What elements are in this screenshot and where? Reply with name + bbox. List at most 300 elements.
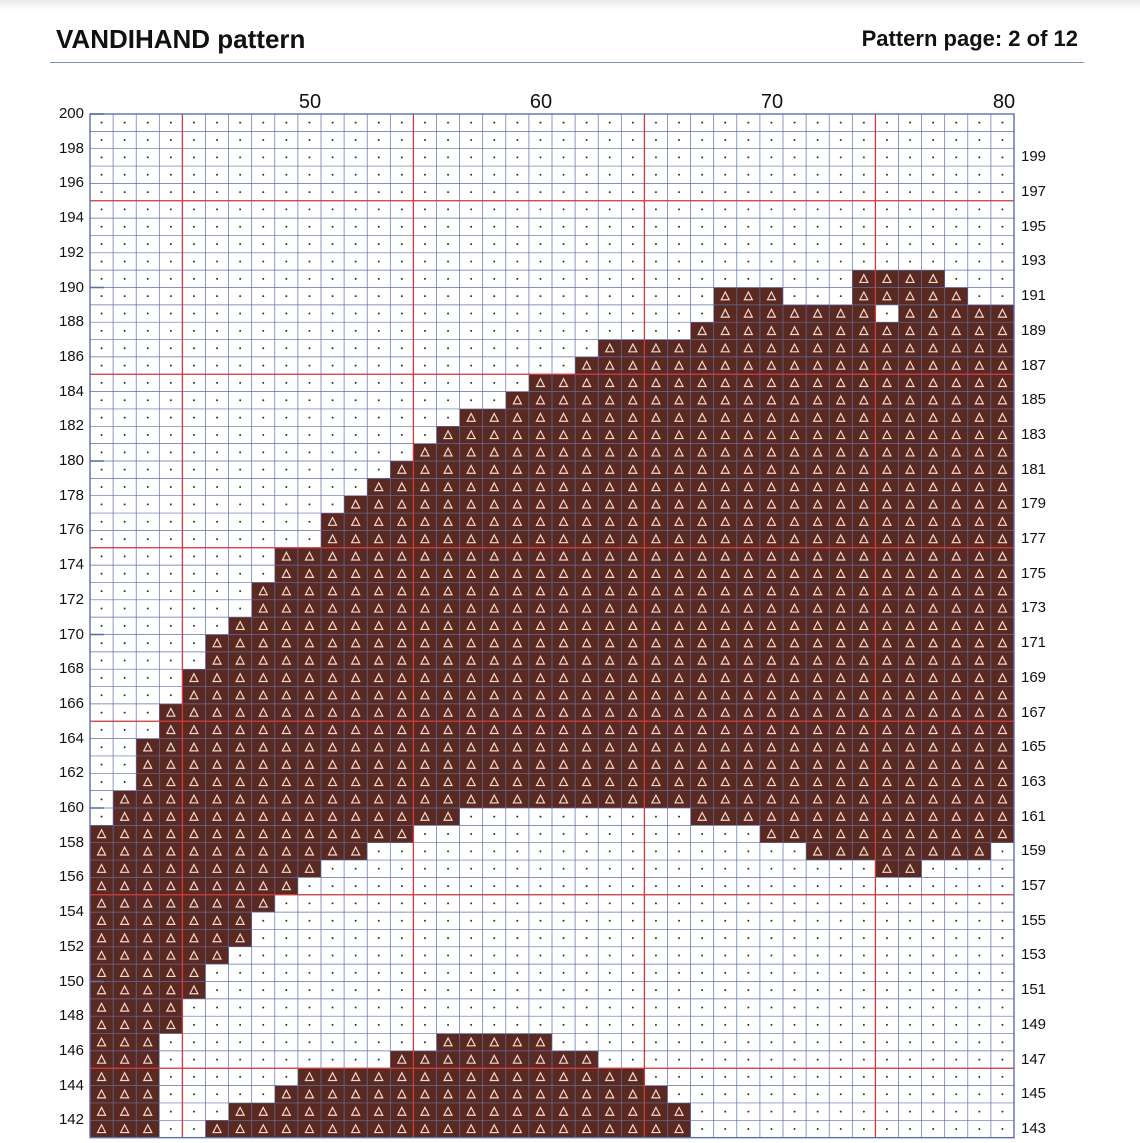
dot-symbol [378,295,380,297]
dot-symbol [678,156,680,158]
dot-symbol [563,243,565,245]
dot-symbol [886,174,888,176]
dot-symbol [239,521,241,523]
dot-symbol [1001,260,1003,262]
dot-symbol [978,295,980,297]
stitch-cell [991,600,1014,617]
stitch-cell [644,756,667,773]
stitch-cell [991,704,1014,721]
dot-symbol [978,885,980,887]
dot-symbol [193,243,195,245]
stitch-cell [644,565,667,582]
dot-symbol [124,208,126,210]
dot-symbol [332,313,334,315]
dot-symbol [470,226,472,228]
dot-symbol [678,226,680,228]
stitch-cell [829,669,852,686]
dot-symbol [124,538,126,540]
dot-symbol [193,122,195,124]
stitch-cell [598,1086,621,1103]
dot-symbol [308,1007,310,1009]
dot-symbol [170,1041,172,1043]
dot-symbol [124,347,126,349]
stitch-cell [899,600,922,617]
dot-symbol [632,278,634,280]
dot-symbol [493,365,495,367]
dot-symbol [886,1007,888,1009]
dot-symbol [655,295,657,297]
stitch-cell [552,600,575,617]
stitch-cell [437,721,460,738]
dot-symbol [932,1007,934,1009]
stitch-cell [875,288,898,305]
stitch-cell [298,548,321,565]
row-number-left: 148 [58,1007,84,1025]
dot-symbol [863,174,865,176]
stitch-cell [206,947,229,964]
dot-symbol [262,1076,264,1078]
dot-symbol [863,191,865,193]
stitch-cell [413,687,436,704]
stitch-cell [714,530,737,547]
dot-symbol [516,902,518,904]
dot-symbol [124,677,126,679]
dot-symbol [401,365,403,367]
stitch-cell [852,843,875,860]
dot-symbol [493,972,495,974]
stitch-cell [806,392,829,409]
stitch-cell [367,617,390,634]
stitch-cell [90,1120,113,1137]
stitch-cell [968,340,991,357]
stitch-cell [598,426,621,443]
dot-symbol [586,920,588,922]
dot-symbol [701,313,703,315]
stitch-cell [413,652,436,669]
stitch-cell [644,635,667,652]
dot-symbol [817,937,819,939]
dot-symbol [978,989,980,991]
dot-symbol [955,1076,957,1078]
dot-symbol [770,174,772,176]
dot-symbol [424,208,426,210]
stitch-cell [899,496,922,513]
dot-symbol [170,434,172,436]
dot-symbol [124,243,126,245]
stitch-cell [159,1016,182,1033]
dot-symbol [655,191,657,193]
row-number-left: 160 [58,799,84,816]
dot-symbol [147,295,149,297]
dot-symbol [886,191,888,193]
dot-symbol [101,729,103,731]
stitch-cell [829,444,852,461]
stitch-cell [113,1103,136,1120]
stitch-cell [691,721,714,738]
dot-symbol [863,1041,865,1043]
stitch-cell [621,582,644,599]
dot-symbol [239,208,241,210]
stitch-cell [945,444,968,461]
stitch-cell [437,617,460,634]
stitch-cell [922,704,945,721]
stitch-cell [483,530,506,547]
stitch-cell [206,877,229,894]
stitch-cell [760,825,783,842]
dot-symbol [216,295,218,297]
dot-symbol [747,191,749,193]
stitch-cell [829,548,852,565]
dot-symbol [609,850,611,852]
stitch-cell [136,1016,159,1033]
stitch-cell [460,600,483,617]
stitch-cell [621,392,644,409]
dot-symbol [239,469,241,471]
stitch-cell [991,652,1014,669]
dot-symbol [308,451,310,453]
stitch-cell [922,635,945,652]
dot-symbol [378,260,380,262]
stitch-cell [321,582,344,599]
stitch-cell [390,1068,413,1085]
stitch-cell [852,496,875,513]
row-number-left: 176 [58,521,84,539]
dot-symbol [770,1076,772,1078]
dot-symbol [262,538,264,540]
dot-symbol [378,243,380,245]
stitch-cell [529,617,552,634]
stitch-cell [783,374,806,391]
dot-symbol [817,1128,819,1130]
dot-symbol [401,278,403,280]
stitch-cell [783,825,806,842]
dot-symbol [586,347,588,349]
stitch-cell [852,374,875,391]
dot-symbol [401,347,403,349]
dot-symbol [932,1059,934,1061]
dot-symbol [955,191,957,193]
dot-symbol [539,1024,541,1026]
dot-symbol [886,1076,888,1078]
dot-symbol [932,191,934,193]
dot-symbol [262,521,264,523]
dot-symbol [308,208,310,210]
dot-symbol [308,330,310,332]
dot-symbol [909,937,911,939]
stitch-cell [575,461,598,478]
dot-symbol [493,954,495,956]
stitch-cell [159,843,182,860]
dot-symbol [539,295,541,297]
stitch-cell [852,461,875,478]
dot-symbol [794,868,796,870]
dot-symbol [147,607,149,609]
stitch-cell [644,374,667,391]
stitch-cell [899,704,922,721]
stitch-cell [922,843,945,860]
stitch-cell [829,478,852,495]
dot-symbol [655,1041,657,1043]
dot-symbol [308,954,310,956]
stitch-cell [506,721,529,738]
dot-symbol [193,538,195,540]
row-number-left: 200 [58,105,84,122]
stitch-cell [991,669,1014,686]
stitch-cell [460,791,483,808]
dot-symbol [147,677,149,679]
dot-symbol [239,1007,241,1009]
dot-symbol [355,313,357,315]
stitch-cell [529,513,552,530]
dot-symbol [101,365,103,367]
stitch-cell [437,1034,460,1051]
stitch-cell [621,548,644,565]
row-number-right: 159 [1021,842,1047,860]
stitch-cell [275,548,298,565]
stitch-cell [714,461,737,478]
dot-symbol [262,347,264,349]
stitch-cell [991,773,1014,790]
stitch-cell [136,877,159,894]
stitch-cell [252,895,275,912]
stitch-cell [899,687,922,704]
dot-symbol [770,1111,772,1113]
stitch-cell [760,357,783,374]
stitch-cell [668,635,691,652]
dot-symbol [886,989,888,991]
dot-symbol [308,156,310,158]
dot-symbol [632,1024,634,1026]
dot-symbol [563,295,565,297]
stitch-cell [344,756,367,773]
stitch-cell [575,444,598,461]
dot-symbol [978,1024,980,1026]
stitch-cell [945,773,968,790]
stitch-cell [206,825,229,842]
stitch-cell [390,1120,413,1137]
dot-symbol [516,885,518,887]
stitch-cell [875,721,898,738]
dot-symbol [978,122,980,124]
row-number-left: 190 [58,278,84,296]
stitch-cell [783,652,806,669]
dot-symbol [170,313,172,315]
stitch-cell [113,1120,136,1137]
dot-symbol [424,260,426,262]
dot-symbol [747,1059,749,1061]
stitch-cell [691,461,714,478]
dot-symbol [101,347,103,349]
dot-symbol [355,417,357,419]
stitch-cell [783,773,806,790]
dot-symbol [262,972,264,974]
dot-symbol [170,573,172,575]
stitch-cell [668,340,691,357]
stitch-cell [552,548,575,565]
dot-symbol [770,1024,772,1026]
stitch-cell [945,409,968,426]
stitch-cell [437,1086,460,1103]
stitch-cell [644,617,667,634]
dot-symbol [794,1076,796,1078]
dot-symbol [262,295,264,297]
dot-symbol [955,1059,957,1061]
dot-symbol [817,122,819,124]
stitch-cell [806,739,829,756]
stitch-cell [529,478,552,495]
dot-symbol [701,139,703,141]
stitch-cell [945,687,968,704]
dot-symbol [655,937,657,939]
dot-symbol [216,382,218,384]
stitch-cell [668,1120,691,1137]
dot-symbol [285,902,287,904]
dot-symbol [955,1111,957,1113]
dot-symbol [1001,1024,1003,1026]
dot-symbol [147,486,149,488]
dot-symbol [101,746,103,748]
dot-symbol [493,313,495,315]
dot-symbol [170,122,172,124]
stitch-cell [483,478,506,495]
dot-symbol [470,174,472,176]
stitch-cell [367,530,390,547]
stitch-cell [968,773,991,790]
dot-symbol [886,156,888,158]
dot-symbol [447,313,449,315]
dot-symbol [124,434,126,436]
dot-symbol [355,122,357,124]
dot-symbol [285,920,287,922]
row-number-right: 161 [1021,807,1047,825]
stitch-cell [552,1103,575,1120]
stitch-cell [691,478,714,495]
dot-symbol [378,122,380,124]
dot-symbol [424,226,426,228]
stitch-cell [598,496,621,513]
dot-symbol [401,295,403,297]
row-number-left: 194 [58,209,84,227]
dot-symbol [124,660,126,662]
dot-symbol [817,139,819,141]
dot-symbol [747,278,749,280]
dot-symbol [655,850,657,852]
stitch-cell [644,652,667,669]
dot-symbol [355,469,357,471]
dot-symbol [817,885,819,887]
dot-symbol [701,295,703,297]
stitch-cell [460,426,483,443]
stitch-cell [691,739,714,756]
stitch-cell [760,756,783,773]
dot-symbol [609,278,611,280]
dot-symbol [978,278,980,280]
dot-symbol [563,972,565,974]
dot-symbol [932,260,934,262]
dot-symbol [539,989,541,991]
dot-symbol [101,122,103,124]
stitch-cell [598,739,621,756]
stitch-cell [90,947,113,964]
dot-symbol [493,902,495,904]
stitch-cell [644,1103,667,1120]
dot-symbol [840,122,842,124]
dot-symbol [747,902,749,904]
stitch-cell [483,496,506,513]
stitch-cell [783,791,806,808]
stitch-cell [460,687,483,704]
stitch-cell [298,1068,321,1085]
stitch-cell [922,478,945,495]
dot-symbol [285,954,287,956]
stitch-cell [714,739,737,756]
row-number-right: 155 [1021,911,1047,929]
stitch-cell [991,392,1014,409]
stitch-cell [644,530,667,547]
stitch-cell [899,756,922,773]
row-number-left: 144 [58,1076,84,1094]
stitch-cell [621,791,644,808]
dot-symbol [586,226,588,228]
dot-symbol [539,937,541,939]
stitch-cell [367,652,390,669]
dot-symbol [332,208,334,210]
dot-symbol [470,330,472,332]
stitch-cell [390,791,413,808]
dot-symbol [770,850,772,852]
stitch-cell [552,478,575,495]
stitch-cell [621,739,644,756]
stitch-cell [529,669,552,686]
dot-symbol [378,850,380,852]
stitch-cell [945,340,968,357]
stitch-cell [968,444,991,461]
dot-symbol [840,1076,842,1078]
dot-symbol [101,781,103,783]
stitch-cell [806,565,829,582]
dot-symbol [332,365,334,367]
stitch-cell [90,1016,113,1033]
stitch-cell [598,478,621,495]
dot-symbol [216,607,218,609]
dot-symbol [493,208,495,210]
stitch-cell [598,357,621,374]
dot-symbol [632,902,634,904]
stitch-cell [922,582,945,599]
stitch-cell [737,357,760,374]
dot-symbol [770,1128,772,1130]
dot-symbol [932,885,934,887]
stitch-cell [644,496,667,513]
stitch-cell [968,687,991,704]
dot-symbol [332,382,334,384]
row-number-right: 175 [1021,564,1047,582]
dot-symbol [401,122,403,124]
dot-symbol [609,833,611,835]
dot-symbol [355,156,357,158]
dot-symbol [563,954,565,956]
dot-symbol [308,503,310,505]
dot-symbol [124,607,126,609]
dot-symbol [747,1111,749,1113]
row-number-left: 158 [58,833,84,851]
dot-symbol [147,417,149,419]
dot-symbol [308,469,310,471]
dot-symbol [447,191,449,193]
stitch-cell [182,721,205,738]
dot-symbol [193,521,195,523]
stitch-cell [552,513,575,530]
